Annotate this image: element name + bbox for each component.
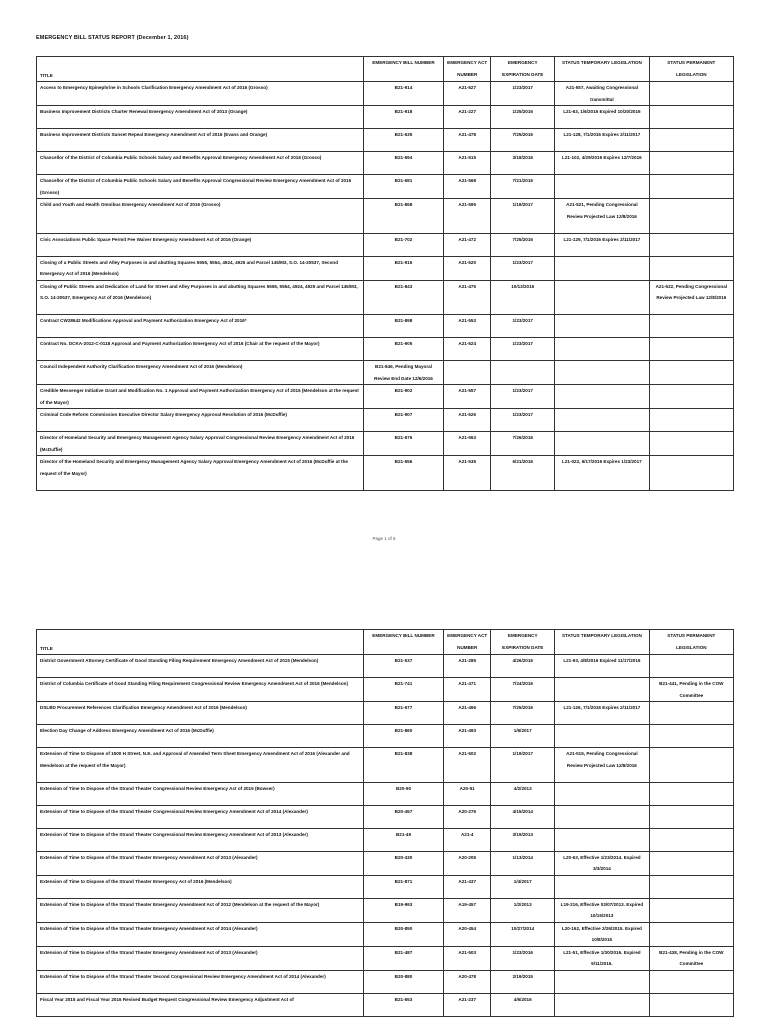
cell-bill-number: B21-49 (363, 828, 443, 851)
header-bill-number: EMERGENCY BILL NUMBER (363, 630, 443, 655)
cell-title: Extension of Time to Dispose of the Strand Theater Congressional Review Emergency Act of 2015 (Bowser) (37, 782, 364, 805)
cell-status-temporary: L21-102, 4/29/2016 Expires 12/7/2016 (555, 152, 650, 175)
cell-bill-number: B21-846, Pending Mayoral Review End Date 12/6/2016 (363, 361, 443, 385)
cell-act-number: A21-466 (444, 702, 491, 725)
report-title: EMERGENCY BILL STATUS REPORT (December 1, 2016) (36, 35, 189, 41)
table-row (37, 702, 734, 725)
cell-status-temporary (555, 385, 650, 409)
cell-status-temporary: L21-022, 6/17/2016 Expires 1/23/2017 (555, 456, 650, 491)
cell-bill-number: B21-635 (363, 129, 443, 152)
cell-bill-number: B19-993 (363, 898, 443, 922)
cell-act-number: A21-535 (444, 456, 491, 491)
cell-title: Business Improvement Districts Sunset Repeal Emergency Amendment Act of 2016 (Evans and Orange) (37, 129, 364, 152)
table-row (37, 432, 734, 456)
cell-status-temporary: L21-126, 7/1/2016 Expires 2/11/2017 (555, 702, 650, 725)
table-row (37, 175, 734, 199)
cell-status-permanent (649, 993, 733, 1016)
cell-status-permanent (649, 409, 733, 432)
cell-expiration-date: 1/6/2017 (491, 725, 555, 748)
table-row (37, 970, 734, 993)
table-header-row (37, 630, 734, 655)
cell-status-temporary (555, 993, 650, 1016)
cell-status-temporary (555, 256, 650, 280)
cell-status-temporary: A21-557, Awaiting Congressional transmittal (555, 82, 650, 106)
table-row (37, 782, 734, 805)
cell-act-number: A21-475 (444, 280, 491, 315)
cell-expiration-date: 3/19/2013 (491, 828, 555, 851)
cell-act-number: A19-457 (444, 898, 491, 922)
cell-status-permanent (649, 199, 733, 234)
header-expiration-date: EMERGENCY EXPIRATION DATE (491, 57, 555, 82)
cell-bill-number: B21-914 (363, 82, 443, 106)
cell-act-number: A21-515 (444, 152, 491, 175)
cell-act-number: A21-237 (444, 993, 491, 1016)
cell-status-permanent (649, 655, 733, 678)
cell-expiration-date: 1/2/2013 (491, 898, 555, 922)
cell-status-permanent (649, 256, 733, 280)
cell-status-temporary: L21-129, 7/1/2016 Expires 2/11/2017 (555, 233, 650, 256)
cell-status-temporary (555, 725, 650, 748)
cell-bill-number: B21-676 (363, 432, 443, 456)
cell-act-number: A21-563 (444, 432, 491, 456)
cell-status-temporary (555, 828, 650, 851)
cell-bill-number: B21-871 (363, 875, 443, 898)
cell-expiration-date: 4/15/2014 (491, 805, 555, 828)
cell-title: Chancellor of the District of Columbia Public Schools Salary and Benefits Approval Emergency Amendment Act of 2016 (Grosso) (37, 152, 364, 175)
cell-expiration-date: 2/19/2015 (491, 970, 555, 993)
cell-title: Extension of Time to Dispose of the Strand Theater Congressional Review Emergency Amendment Act of 2014 (Alexander) (37, 805, 364, 828)
cell-title: Director of the Homeland Security and Emergency Management Agency Salary Approval Emergency Amendment Act of 2016 (McDuffie at the request of the Mayor) (37, 456, 364, 491)
cell-title: Chancellor of the District of Columbia Public Schools Salary and Benefits Approval Congressional Review Emergency Amendment Act of 2016 (Grosso) (37, 175, 364, 199)
cell-status-permanent (649, 152, 733, 175)
cell-bill-number: B20-430 (363, 851, 443, 875)
cell-status-permanent (649, 233, 733, 256)
cell-bill-number: B21-918 (363, 106, 443, 129)
cell-title: District Government Attorney Certificate of Good Standing Filing Requirement Emergency Amendment Act of 2015 (Mendelson) (37, 655, 364, 678)
cell-status-permanent: B21-441, Pending in the COW Committee (649, 678, 733, 702)
cell-act-number: A20-51 (444, 782, 491, 805)
cell-status-permanent (649, 361, 733, 385)
header-bill-number: EMERGENCY BILL NUMBER (363, 57, 443, 82)
cell-bill-number: B21-905 (363, 338, 443, 361)
cell-title: Child and Youth and Health Omnibus Emergency Amendment Act of 2016 (Grosso) (37, 199, 364, 234)
table-row (37, 338, 734, 361)
cell-status-permanent (649, 129, 733, 152)
table-header-row (37, 57, 734, 82)
cell-expiration-date: 6/21/2016 (491, 456, 555, 491)
cell-status-temporary: L20-63, Effective 1/23/2014. Expired 3/3/2014 (555, 851, 650, 875)
cell-expiration-date: 1/23/2016 (491, 946, 555, 970)
cell-bill-number: B21-741 (363, 678, 443, 702)
cell-title: Closing of Public Streets and Dedication of Land for Street and Alley Purposes in and abutting Squares 5555, 5554, 4924, 4925 and Parcel 145/M3, S.O. 14-20537, Emergency Act of 2016 (Mendelson) (37, 280, 364, 315)
cell-status-permanent (649, 456, 733, 491)
table-row (37, 725, 734, 748)
cell-expiration-date: 4/26/2016 (491, 655, 555, 678)
cell-title: District of Columbia Certificate of Good Standing Filing Requirement Congressional Review Emergency Amendment Act of 2016 (Mendelson) (37, 678, 364, 702)
cell-bill-number: B21-898 (363, 315, 443, 338)
cell-bill-number: B20-457 (363, 805, 443, 828)
cell-status-temporary (555, 315, 650, 338)
header-act-number: EMERGENCY ACT NUMBER (444, 57, 491, 82)
table-row (37, 82, 734, 106)
table-row (37, 385, 734, 409)
cell-act-number: A21-520 (444, 256, 491, 280)
header-status-permanent: STATUS PERMANENT LEGISLATION (649, 57, 733, 82)
cell-status-temporary (555, 338, 650, 361)
cell-bill-number: B21-838 (363, 748, 443, 783)
status-table-page-2 (36, 629, 734, 1017)
cell-title: Council Independent Authority Clarification Emergency Amendment Act of 2016 (Mendelson) (37, 361, 364, 385)
table-row (37, 875, 734, 898)
cell-bill-number: B21-868 (363, 199, 443, 234)
table-row (37, 256, 734, 280)
cell-act-number: A20-478 (444, 970, 491, 993)
cell-expiration-date: 1/23/2017 (491, 256, 555, 280)
cell-bill-number: B21-556 (363, 456, 443, 491)
cell-status-temporary: A21-521, Pending Congressional Review Projected Law 12/8/2016 (555, 199, 650, 234)
cell-expiration-date: 4/2/2013 (491, 782, 555, 805)
cell-bill-number: B21-702 (363, 233, 443, 256)
cell-status-permanent (649, 385, 733, 409)
cell-expiration-date: 3/18/2016 (491, 152, 555, 175)
cell-title: Extension of Time to Dispose of the Strand Theater Emergency Amendment Act of 2012 (Mendelson at the request of the Mayor) (37, 898, 364, 922)
cell-title: Credible Messenger Initiative Grant and Modification No. 1 Approval and Payment Authorization Emergency Act of 2016 (Mendelson at the request of the Mayor) (37, 385, 364, 409)
cell-bill-number: B21-537 (363, 655, 443, 678)
cell-title: Fiscal Year 2015 and Fiscal Year 2016 Revised Budget Request Congressional Review Emergency Adjustment Act of (37, 993, 364, 1016)
table-row (37, 748, 734, 783)
cell-act-number: A21-472 (444, 233, 491, 256)
cell-bill-number: B21-553 (363, 993, 443, 1016)
cell-expiration-date: 1/13/2014 (491, 851, 555, 875)
table-row (37, 456, 734, 491)
cell-bill-number: B21-681 (363, 175, 443, 199)
table-row (37, 315, 734, 338)
cell-status-permanent (649, 782, 733, 805)
cell-title: Director of Homeland Security and Emergency Management Agency Salary Approval Congressional Review Emergency Amendment Act of 2016 (McDuffie) (37, 432, 364, 456)
cell-status-permanent (649, 851, 733, 875)
cell-expiration-date: 7/24/2016 (491, 678, 555, 702)
cell-title: Closing of a Public Streets and Alley Purposes in and abutting Squares 5555, 5554, 4924, 4925 and Parcel 145/M3, S.O. 14-20537, Second Emergency Act of 2016 (Mendelson) (37, 256, 364, 280)
cell-status-permanent (649, 898, 733, 922)
table-row (37, 199, 734, 234)
cell-act-number: A21-493 (444, 725, 491, 748)
cell-title: DSLBD Procurement References Clarification Emergency Amendment Act of 2016 (Mendelson) (37, 702, 364, 725)
cell-expiration-date: 4/6/2016 (491, 993, 555, 1016)
cell-status-temporary: L21-93, 4/8/2016 Expired 11/17/2016 (555, 655, 650, 678)
cell-act-number: A21-471 (444, 678, 491, 702)
cell-expiration-date: 7/25/2016 (491, 233, 555, 256)
cell-expiration-date: 1/19/2017 (491, 199, 555, 234)
cell-expiration-date: 1/23/2017 (491, 385, 555, 409)
table-row (37, 655, 734, 678)
cell-status-permanent (649, 970, 733, 993)
cell-expiration-date: 1/23/2017 (491, 409, 555, 432)
cell-expiration-date (491, 361, 555, 385)
cell-status-temporary (555, 409, 650, 432)
cell-bill-number: B21-677 (363, 702, 443, 725)
cell-status-temporary: L20-162, Effective 2/26/2015. Expired 10/8/2015 (555, 922, 650, 946)
cell-bill-number: B21-487 (363, 946, 443, 970)
cell-title: Extension of Time to Dispose of the Strand Theater Congressional Review Emergency Amendment Act of 2013 (Alexander) (37, 828, 364, 851)
cell-expiration-date: 1/23/2017 (491, 338, 555, 361)
cell-status-permanent: A21-522, Pending Congressional Review Projected Law 12/8/2016 (649, 280, 733, 315)
header-status-temporary: STATUS TEMPORARY LEGISLATION (555, 57, 650, 82)
cell-status-temporary: L19-216, Effective 03/07/2013. Expired 10/15/2013 (555, 898, 650, 922)
table-row (37, 828, 734, 851)
cell-title: Contract No. DCKA-2012-C-0118 Approval and Payment Authorization Emergency Act of 2016 (Chair at the request of the Mayor) (37, 338, 364, 361)
cell-status-temporary (555, 432, 650, 456)
cell-status-permanent (649, 175, 733, 199)
table-row (37, 851, 734, 875)
header-title: TITLE (37, 630, 364, 655)
cell-expiration-date: 7/25/2016 (491, 129, 555, 152)
table-row (37, 106, 734, 129)
cell-bill-number: B21-916 (363, 256, 443, 280)
cell-status-permanent (649, 702, 733, 725)
table-row (37, 946, 734, 970)
cell-title: Extension of Time to Dispose of the Strand Theater Emergency Amendment Act of 2013 (Alexander) (37, 851, 364, 875)
status-table-page-1 (36, 56, 734, 491)
cell-act-number: A21-285 (444, 655, 491, 678)
cell-act-number: A21-227 (444, 106, 491, 129)
cell-status-permanent (649, 748, 733, 783)
cell-act-number (444, 361, 491, 385)
cell-act-number: A21-524 (444, 338, 491, 361)
cell-act-number: A21-568 (444, 175, 491, 199)
cell-status-temporary: A21-515, Pending Congressional Review Projected Law 12/8/2016 (555, 748, 650, 783)
cell-act-number: A20-276 (444, 805, 491, 828)
cell-expiration-date: 1/23/2017 (491, 315, 555, 338)
cell-title: Extension of Time to Dispose of the Strand Theater Second Congressional Review Emergency Amendment Act of 2014 (Alexander) (37, 970, 364, 993)
page-number: Page 1 of 6 (372, 536, 396, 541)
cell-act-number: A21-503 (444, 946, 491, 970)
table-row (37, 280, 734, 315)
cell-status-permanent (649, 338, 733, 361)
cell-status-temporary (555, 280, 650, 315)
cell-status-temporary: L21-63, 1/6/2016 Expired 10/20/2016 (555, 106, 650, 129)
cell-status-temporary (555, 970, 650, 993)
cell-status-temporary (555, 361, 650, 385)
cell-status-permanent (649, 828, 733, 851)
cell-expiration-date: 7/21/2016 (491, 175, 555, 199)
cell-title: Extension of Time to Dispose of the Strand Theater Emergency Amendment Act of 2013 (Alexander) (37, 946, 364, 970)
cell-act-number: A21-478 (444, 129, 491, 152)
cell-status-permanent (649, 875, 733, 898)
header-status-temporary: STATUS TEMPORARY LEGISLATION (555, 630, 650, 655)
table-row (37, 409, 734, 432)
table-row (37, 129, 734, 152)
cell-bill-number: B20-850 (363, 922, 443, 946)
cell-status-temporary: L21-128, 7/1/2016 Expires 2/11/2017 (555, 129, 650, 152)
cell-act-number: A21-553 (444, 315, 491, 338)
header-act-number: EMERGENCY ACT NUMBER (444, 630, 491, 655)
table-row (37, 361, 734, 385)
cell-title: Access to Emergency Epinephrine in Schools Clarification Emergency Amendment Act of 2016 (Grosso) (37, 82, 364, 106)
cell-bill-number: B20-880 (363, 970, 443, 993)
cell-status-permanent (649, 725, 733, 748)
cell-bill-number: B20-90 (363, 782, 443, 805)
cell-title: Extension of Time to Dispose of the Strand Theater Emergency Amendment Act of 2014 (Alexander) (37, 922, 364, 946)
cell-expiration-date: 10/27/2014 (491, 922, 555, 946)
cell-title: Extension of Time to Dispose of 1500 H Street, N.E. and Approval of Amended Term Sheet Emergency Amendment Act of 2016 (Alexander and Mendelson at the request of the Mayor) (37, 748, 364, 783)
cell-expiration-date: 1/23/2017 (491, 82, 555, 106)
header-title: TITLE (37, 57, 364, 82)
cell-status-temporary (555, 782, 650, 805)
cell-act-number: A21-527 (444, 82, 491, 106)
cell-title: Election Day Change of Address Emergency Amendment Act of 2016 (McDuffie) (37, 725, 364, 748)
cell-status-temporary (555, 678, 650, 702)
cell-expiration-date: 7/25/2016 (491, 702, 555, 725)
cell-title: Extension of Time to Dispose of the Strand Theater Emergency Act of 2016 (Mendelson) (37, 875, 364, 898)
cell-act-number: A21-4 (444, 828, 491, 851)
table-row (37, 993, 734, 1016)
cell-expiration-date: 7/26/2016 (491, 432, 555, 456)
header-expiration-date: EMERGENCY EXPIRATION DATE (491, 630, 555, 655)
cell-act-number: A21-595 (444, 199, 491, 234)
cell-title: Contract CW28642 Modifications Approval and Payment Authorization Emergency Act of 2016* (37, 315, 364, 338)
cell-bill-number: B21-902 (363, 385, 443, 409)
cell-status-permanent (649, 432, 733, 456)
cell-act-number: A21-526 (444, 409, 491, 432)
table-row (37, 922, 734, 946)
cell-bill-number: B21-843 (363, 280, 443, 315)
table-row (37, 805, 734, 828)
cell-bill-number: B21-860 (363, 725, 443, 748)
cell-status-permanent (649, 922, 733, 946)
cell-expiration-date: 1/19/2017 (491, 748, 555, 783)
cell-expiration-date: 1/25/2016 (491, 106, 555, 129)
cell-bill-number: B21-907 (363, 409, 443, 432)
cell-title: Criminal Code Reform Commission Executive Director Salary Emergency Approval Resolution of 2016 (McDuffie) (37, 409, 364, 432)
cell-status-temporary (555, 175, 650, 199)
cell-bill-number: B21-594 (363, 152, 443, 175)
header-status-permanent: STATUS PERMANENT LEGISLATION (649, 630, 733, 655)
cell-status-permanent (649, 805, 733, 828)
cell-act-number: A20-454 (444, 922, 491, 946)
table-row (37, 233, 734, 256)
cell-expiration-date: 10/13/2016 (491, 280, 555, 315)
cell-act-number: A20-205 (444, 851, 491, 875)
table-row (37, 678, 734, 702)
cell-status-temporary: L21-51, Effective 1/30/2016. Expired 9/11/2016. (555, 946, 650, 970)
cell-status-permanent (649, 82, 733, 106)
cell-status-permanent: B21-438, Pending in the COW Committee (649, 946, 733, 970)
cell-act-number: A21-437 (444, 875, 491, 898)
cell-status-permanent (649, 315, 733, 338)
cell-status-temporary (555, 805, 650, 828)
cell-status-permanent (649, 106, 733, 129)
cell-status-temporary (555, 875, 650, 898)
cell-title: Business Improvement Districts Charter Renewal Emergency Amendment Act of 2013 (Orange) (37, 106, 364, 129)
table-row (37, 152, 734, 175)
cell-title: Civic Associations Public Space Permit Fee Waiver Emergency Amendment Act of 2016 (Orange) (37, 233, 364, 256)
cell-expiration-date: 1/4/2017 (491, 875, 555, 898)
table-row (37, 898, 734, 922)
cell-act-number: A21-557 (444, 385, 491, 409)
cell-act-number: A21-502 (444, 748, 491, 783)
